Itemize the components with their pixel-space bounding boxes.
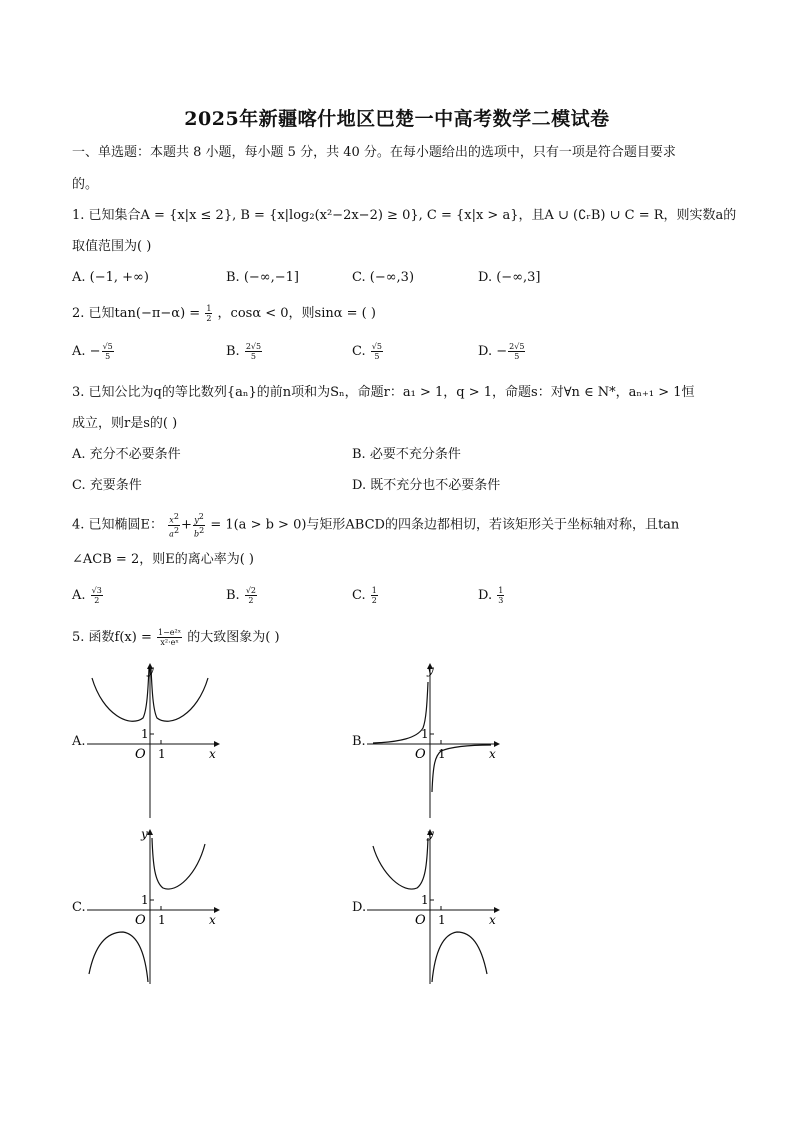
origin-label: O [135, 913, 146, 928]
q2-option-c[interactable]: C. $\frac{√5}{5}$ [352, 342, 382, 361]
q5-graph-a[interactable] [85, 660, 225, 820]
page-title: 2025年新疆喀什地区巴楚一中高考数学二模试卷 [184, 108, 610, 130]
section-heading: 一、单选题：本题共 8 小题，每小题 5 分，共 40 分。在每小题给出的选项中，只有一项是符合题目要求 [72, 145, 676, 160]
q3-option-d[interactable]: D. 既不充分也不必要条件 [352, 478, 501, 493]
q3-stem: 3. 已知公比为q的等比数列{aₙ}的前n项和为Sₙ，命题r：a₁ > 1，q > 1，命题s：对∀n ∈ N*，aₙ₊₁ > 1恒 [72, 385, 695, 400]
q2-stem-end: ，cosα < 0，则sinα = ( ) [217, 306, 376, 321]
q5-graph-b-label[interactable]: B. [352, 734, 366, 749]
tick-y-label: 1 [421, 727, 429, 741]
tick-x-label: 1 [158, 913, 166, 927]
y-label: y [427, 827, 434, 841]
q3-option-a[interactable]: A. 充分不必要条件 [72, 447, 181, 462]
q3-stem-cont: 成立，则r是s的( ) [72, 416, 178, 431]
q4-stem: 4. 已知椭圆E： $\frac{x^2}{a^2}$ + $\frac{y^2}{b^2}$ = 1(a > b > 0)与矩形ABCD的四条边都相切，若该矩形关于坐标轴对称，且tan [72, 512, 680, 539]
tick-y-label: 1 [141, 893, 149, 907]
tick-x-label: 1 [438, 913, 446, 927]
q4-option-d[interactable]: D. $\frac{1}{3}$ [478, 586, 504, 605]
q5-stem-start: 5. 函数f(x) = [72, 630, 152, 645]
q3-option-c[interactable]: C. 充要条件 [72, 478, 142, 493]
q5-graph-d[interactable] [365, 826, 505, 986]
curve-right [151, 668, 208, 721]
origin-label: O [415, 913, 426, 928]
section-heading-cont: 的。 [72, 177, 99, 192]
q1-option-c[interactable]: C. (−∞,3) [352, 270, 415, 285]
y-label: y [147, 663, 154, 677]
x-label: x [489, 913, 496, 927]
q4-stem-end: = 1(a > b > 0)与矩形ABCD的四条边都相切，若该矩形关于坐标轴对称，且tan [210, 517, 680, 533]
q3-option-b[interactable]: B. 必要不充分条件 [352, 447, 461, 462]
q4-stem-start: 4. 已知椭圆E： [72, 517, 164, 533]
q2-fraction: $\frac{1}{2}$ [206, 304, 212, 323]
origin-label: O [135, 747, 146, 762]
curve-left [92, 668, 149, 721]
x-label: x [209, 913, 216, 927]
q1-stem-cont: 取值范围为( ) [72, 239, 152, 254]
curve-left [373, 682, 428, 743]
q4-option-c[interactable]: C. $\frac{1}{2}$ [352, 586, 377, 605]
q2-option-d[interactable]: D. − $\frac{2√5}{5}$ [478, 342, 525, 361]
q5-fraction: $\frac{\text{1−e²ˣ}}{\text{x²·eˣ}}$ [158, 628, 182, 647]
tick-x-label: 1 [438, 747, 446, 761]
q4-fraction-x: $\frac{x^2}{a^2}$ [169, 512, 180, 539]
curve-right [152, 838, 205, 889]
q5-graph-a-label[interactable]: A. [72, 734, 86, 749]
q4-option-b[interactable]: B. $\frac{√2}{2}$ [226, 586, 257, 605]
curve-right [432, 932, 487, 982]
tick-y-label: 1 [421, 893, 429, 907]
q5-graph-b[interactable] [365, 660, 505, 820]
q1-option-d[interactable]: D. (−∞,3] [478, 270, 541, 285]
curve-left [89, 932, 148, 982]
x-label: x [489, 747, 496, 761]
curve-left [373, 838, 428, 889]
q1-stem: 1. 已知集合A = {x|x ≤ 2}, B = {x|log₂(x²−2x−2) ≥ 0}, C = {x|x > a}，且A ∪ (∁ᵣB) ∪ C = R，则实数a的 [72, 208, 737, 223]
q5-graph-c-label[interactable]: C. [72, 900, 86, 915]
q2-option-a[interactable]: A. − $\frac{√5}{5}$ [72, 342, 113, 361]
q5-graph-c[interactable] [85, 826, 225, 986]
q4-fraction-y: $\frac{y^2}{b^2}$ [193, 512, 205, 539]
q5-stem-end: 的大致图象为( ) [187, 630, 280, 645]
origin-label: O [415, 747, 426, 762]
q4-option-a[interactable]: A. $\frac{√3}{2}$ [72, 586, 102, 605]
q5-graph-d-label[interactable]: D. [352, 900, 367, 915]
y-label: y [141, 827, 148, 841]
y-label: y [427, 663, 434, 677]
q5-stem [72, 628, 280, 647]
x-label: x [209, 747, 216, 761]
q1-option-b[interactable]: B. (−∞,−1] [226, 270, 299, 285]
tick-x-label: 1 [158, 747, 166, 761]
q4-stem-cont: ∠ACB = 2，则E的离心率为( ) [72, 552, 254, 567]
tick-y-label: 1 [141, 727, 149, 741]
q1-option-a[interactable]: A. (−1, +∞) [72, 270, 149, 285]
q2-stem-start: 2. 已知tan(−π−α) = [72, 306, 201, 321]
q2-stem [72, 304, 376, 323]
q2-option-b[interactable]: B. $\frac{2√5}{5}$ [226, 342, 262, 361]
